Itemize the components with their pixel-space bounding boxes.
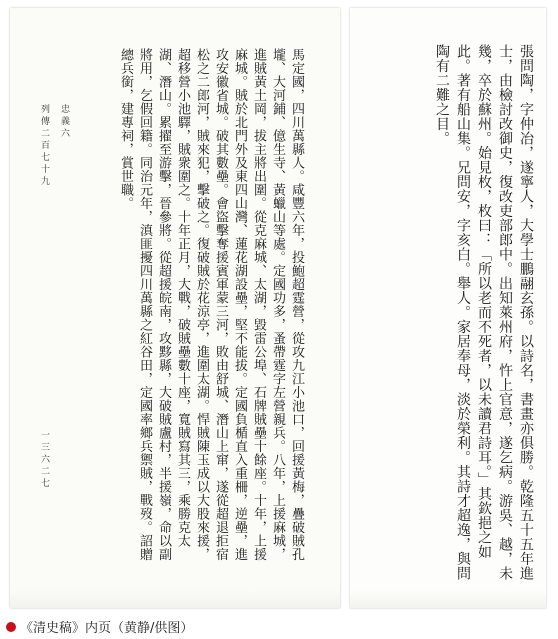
caption-text: 《清史稿》内页（黄静/供图） xyxy=(20,621,194,636)
chapter-header: 列傳二百七十九 xyxy=(39,104,49,188)
right-page-body-text: 張問陶，字仲冶，遂寧人，大學士鵬翮玄孫。以詩名，書畫亦俱勝。乾隆五十五年進士，由檢討改御史，復改吏部郎中。出知萊州府，忤上官意，遂乞病。游吳、越，未幾，卒於蘇州。始見枚，枚曰：「所以老而不死者，以未讀君詩耳。」其欽挹之如此。著有船山集。兄問安，字亥白。舉人。家居奉母，淡於榮利。其詩才超逸，與問陶有二難之目。 xyxy=(434,44,534,581)
left-book-page xyxy=(10,8,340,608)
page-number: 一三六二七 xyxy=(39,430,49,490)
right-book-page xyxy=(350,8,546,608)
chapter-subheader: 忠義六 xyxy=(59,104,69,140)
page-shadow xyxy=(10,590,340,608)
left-page-body-text: 馬定國，四川萬縣人。咸豐六年，投鮑超霆營，從攻九江小池口，回援黃梅，疊破賊孔壠、大河鋪、億生寺、黃蠟山等處。定國功多，蚤帶霆字左營親兵。八年，上援麻城，進賊黃土岡，拔主將出圍。從克麻城、太湖，毀雷公埠、石牌賊壘十餘座。十年，上援麻城。賊於北門外及東四山灣、蓮花湖設壘，堅不能拔。定國負楯直入重柵，逆壘，進攻安徽省城。破其數壘。會盜擊奪援賓軍蒙三河，敗由舒城、潛山上窜，遂從超退拒宿松之二郎河，賊來犯，擊破之。復破賊於花涼亭，進圍太湖。悍賊陳玉成以大股來援，超移營小池驛，賊衆圍之。十年正月，大戰，破賊壘數十座，寬賊寫其三，乘勝克太湖、潛山。累擢至游擊，晉參將。從超援皖南，攻黟縣，大破賊盧村，半援嶺，命以副將用，乞假回籍。同治元年，滇匪擾四川萬縣之紅谷田，定國率鄉兵禦賊，戰歿。詔贈總兵銜，建專祠，賞世職。 xyxy=(118,48,304,561)
image-caption xyxy=(6,617,193,636)
red-bullet-icon xyxy=(6,622,16,632)
page-shadow xyxy=(350,590,546,608)
